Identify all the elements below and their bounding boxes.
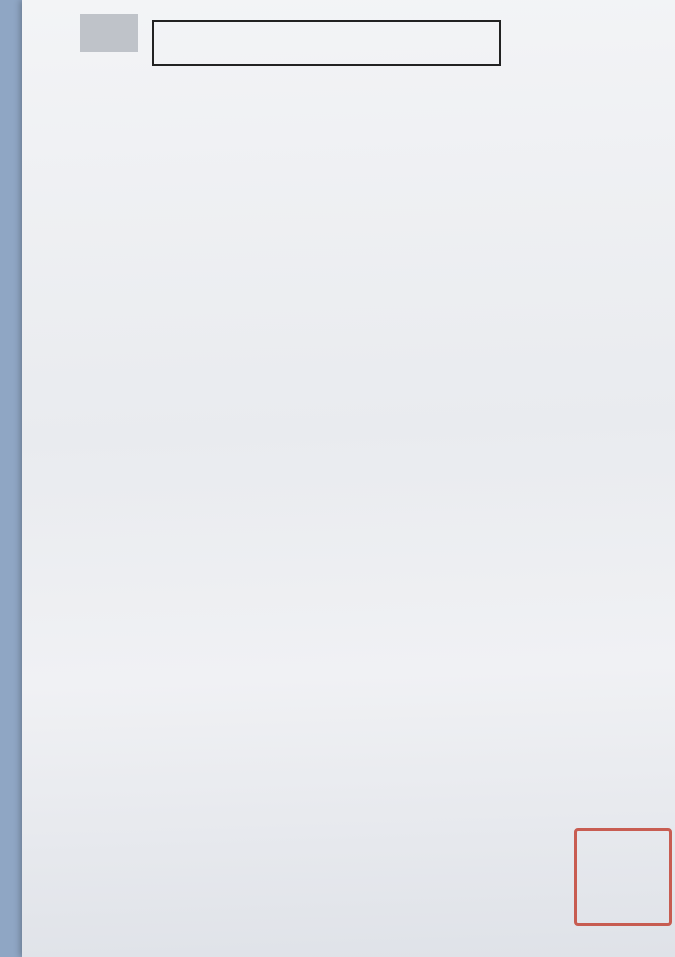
- official-seal-stamp: [574, 828, 672, 926]
- document-header-title: [152, 20, 501, 66]
- gray-label-box: [80, 14, 138, 52]
- document-paper: [22, 0, 675, 957]
